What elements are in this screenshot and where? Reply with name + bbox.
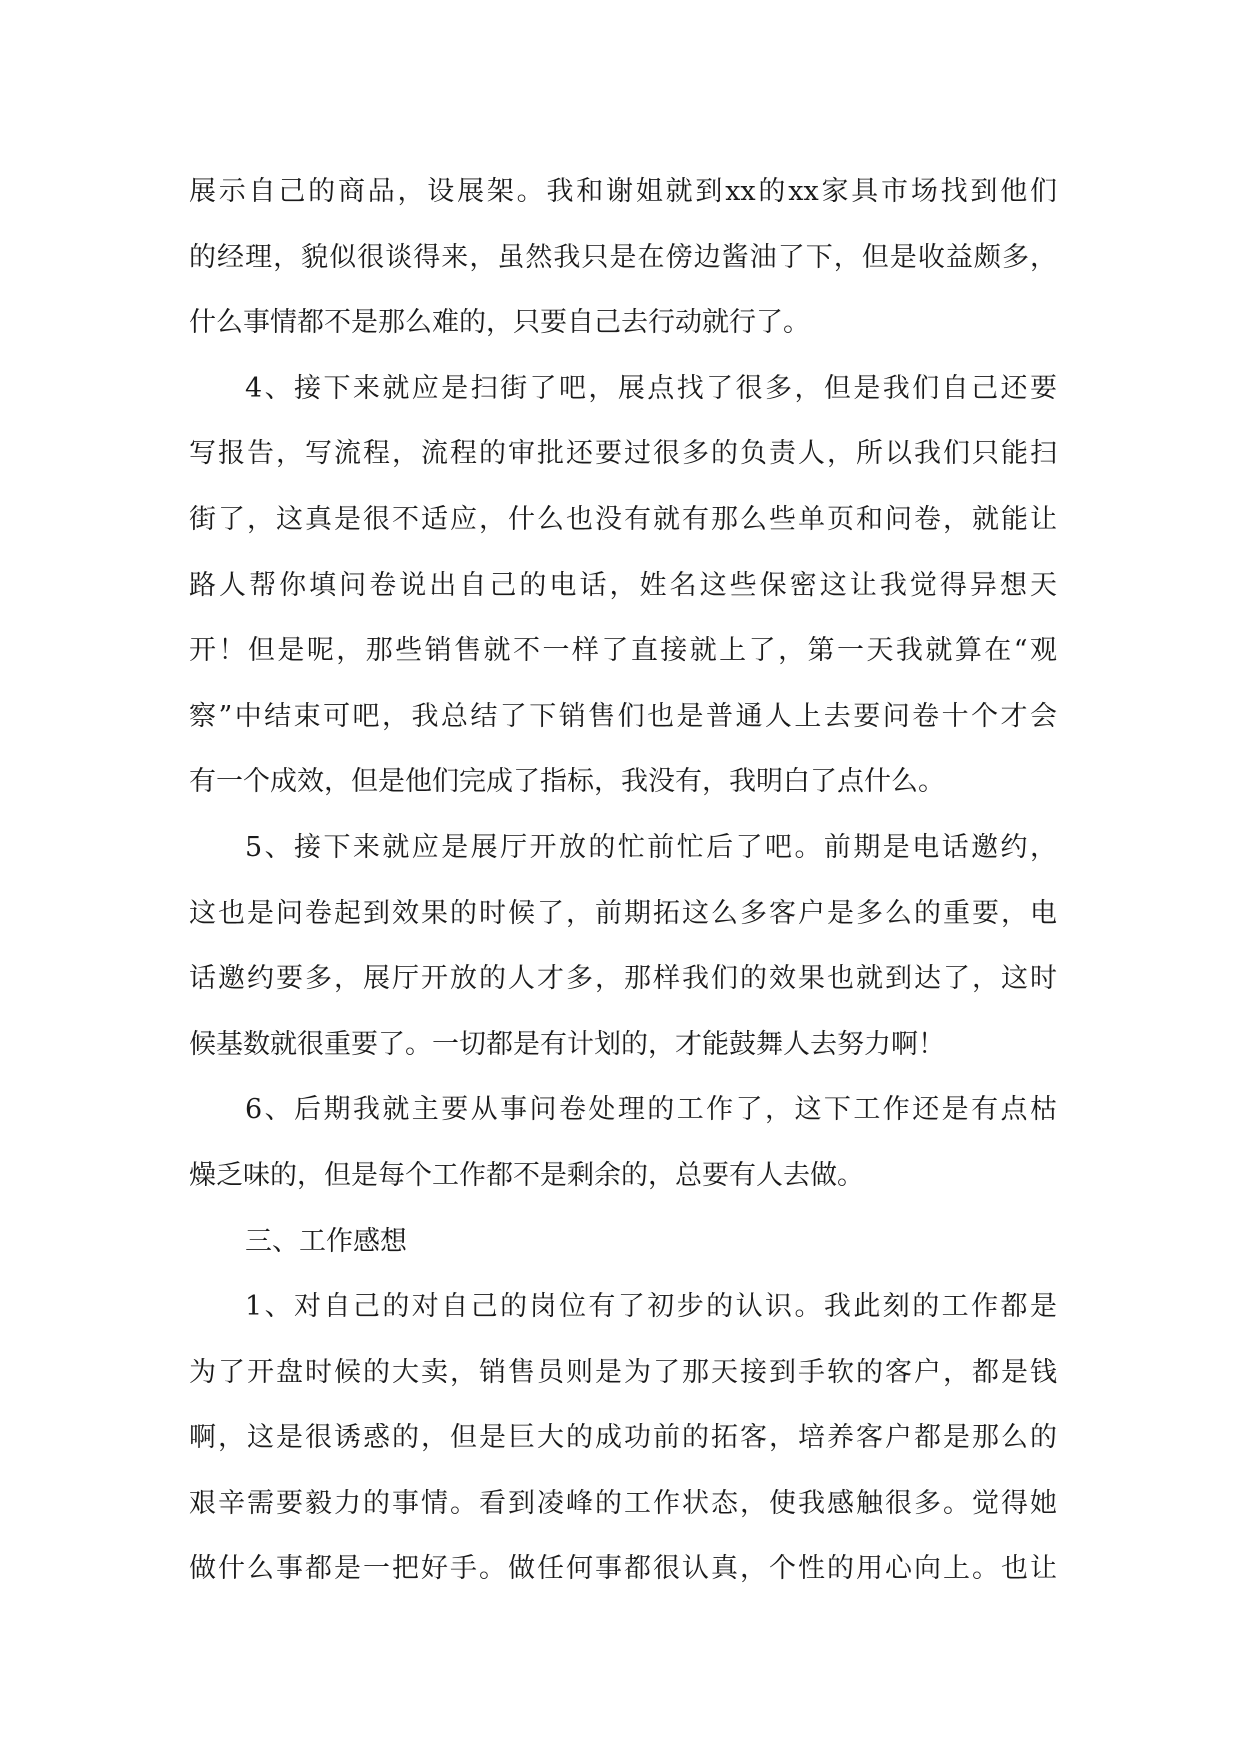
- text-line: 写报告，写流程，流程的审批还要过很多的负责人，所以我们只能扫: [189, 438, 1057, 470]
- text-line: 艰辛需要毅力的事情。看到凌峰的工作状态，使我感触很多。觉得她: [189, 1487, 1057, 1519]
- text-line: 这也是问卷起到效果的时候了，前期拓这么多客户是多么的重要，电: [189, 897, 1057, 929]
- text-line: 啊，这是很诱惑的，但是巨大的成功前的拓客，培养客户都是那么的: [189, 1422, 1057, 1454]
- text-line: 路人帮你填问卷说出自己的电话，姓名这些保密这让我觉得异想天: [189, 569, 1057, 601]
- text-line: 1、对自己的对自己的岗位有了初步的认识。我此刻的工作都是: [245, 1291, 1057, 1323]
- text-line: 6、后期我就主要从事问卷处理的工作了，这下工作还是有点枯: [245, 1094, 1057, 1126]
- text-line: 为了开盘时候的大卖，销售员则是为了那天接到手软的客户，都是钱: [189, 1356, 1057, 1388]
- section-heading: 三、工作感想: [245, 1225, 407, 1257]
- text-line: 开！但是呢，那些销售就不一样了直接就上了，第一天我就算在“观: [189, 635, 1057, 667]
- text-line: 候基数就很重要了。一切都是有计划的，才能鼓舞人去努力啊！: [189, 1028, 945, 1060]
- text-line: 5、接下来就应是展厅开放的忙前忙后了吧。前期是电话邀约，: [245, 831, 1057, 863]
- text-line: 有一个成效，但是他们完成了指标，我没有，我明白了点什么。: [189, 766, 945, 798]
- text-line: 4、接下来就应是扫街了吧，展点找了很多，但是我们自己还要: [245, 372, 1057, 404]
- document-body: [189, 159, 1057, 1602]
- text-line: 察”中结束可吧，我总结了下销售们也是普通人上去要问卷十个才会: [189, 700, 1057, 732]
- text-line: 展示自己的商品，设展架。我和谢姐就到xx的xx家具市场找到他们: [189, 176, 1057, 207]
- text-line: 话邀约要多，展厅开放的人才多，那样我们的效果也就到达了，这时: [189, 963, 1057, 995]
- text-line: 什么事情都不是那么难的，只要自己去行动就行了。: [189, 307, 810, 339]
- text-line: 燥乏味的，但是每个工作都不是剩余的，总要有人去做。: [189, 1159, 864, 1191]
- text-line: 做什么事都是一把好手。做任何事都很认真，个性的用心向上。也让: [189, 1553, 1057, 1585]
- text-line: 街了，这真是很不适应，什么也没有就有那么些单页和问卷，就能让: [189, 503, 1057, 535]
- text-line: 的经理，貌似很谈得来，虽然我只是在傍边酱油了下，但是收益颇多，: [189, 241, 1057, 273]
